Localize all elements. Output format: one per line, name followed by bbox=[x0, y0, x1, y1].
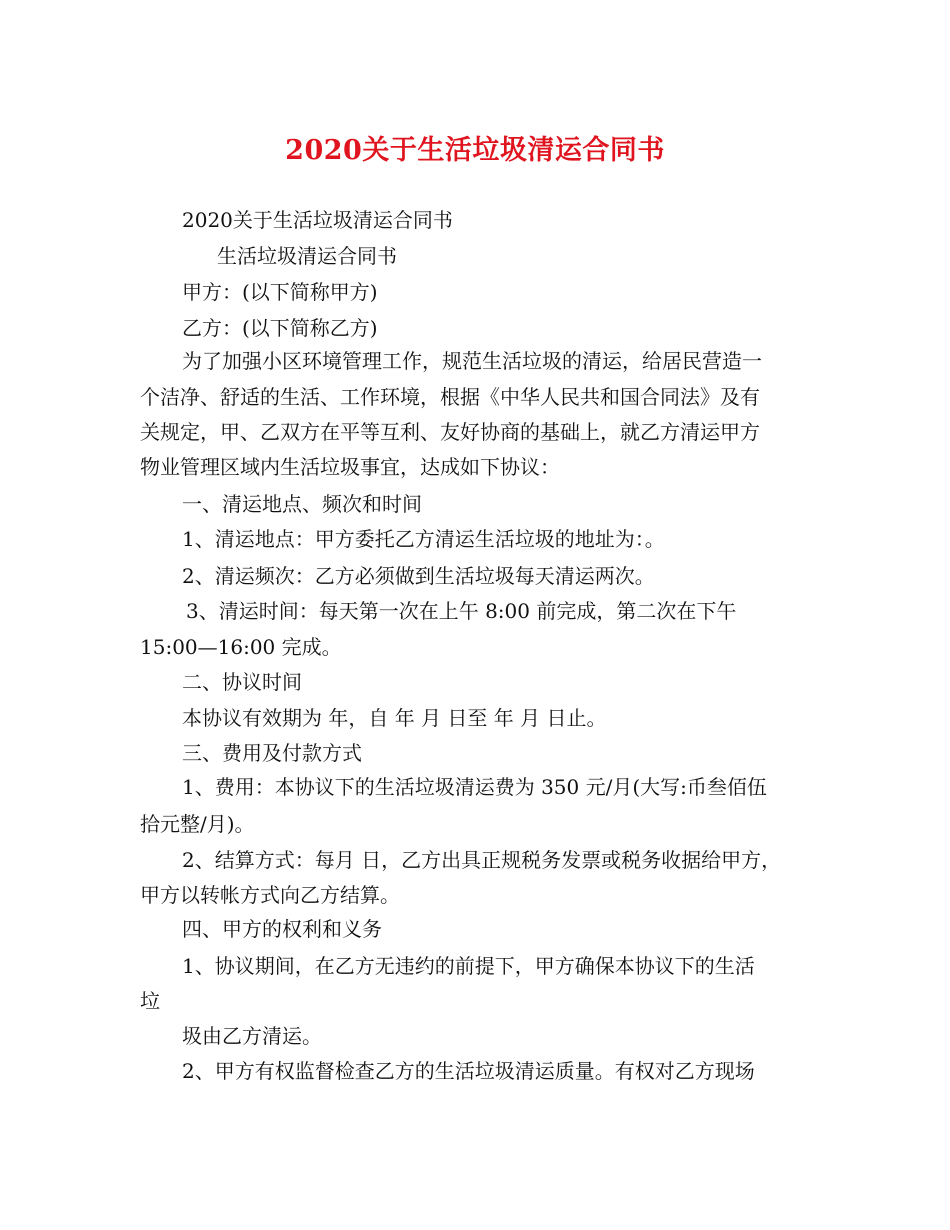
paragraph-line: 关规定，甲、乙双方在平等互利、友好协商的基础上，就乙方清运甲方 bbox=[140, 420, 760, 444]
paragraph-line: 本协议有效期为 年，自 年 月 日至 年 月 日止。 bbox=[182, 706, 607, 730]
paragraph-line: 圾由乙方清运。 bbox=[182, 1024, 322, 1048]
paragraph-line: 为了加强小区环境管理工作，规范生活垃圾的清运，给居民营造一 bbox=[182, 349, 762, 373]
paragraph-line: 拾元整/月)。 bbox=[140, 812, 255, 836]
section-heading: 二、协议时间 bbox=[182, 670, 302, 694]
paragraph-line: 1、费用：本协议下的生活垃圾清运费为 350 元/月(大写:币叁佰伍 bbox=[182, 775, 767, 799]
paragraph-line: 3、清运时间：每天第一次在上午 8:00 前完成，第二次在下午 bbox=[186, 599, 737, 623]
paragraph-line: 生活垃圾清运合同书 bbox=[217, 244, 397, 268]
paragraph-line: 个洁净、舒适的生活、工作环境，根据《中华人民共和国合同法》及有 bbox=[140, 385, 760, 409]
paragraph-line: 2、清运频次：乙方必须做到生活垃圾每天清运两次。 bbox=[182, 564, 655, 588]
paragraph-line: 2、甲方有权监督检查乙方的生活垃圾清运质量。有权对乙方现场 bbox=[182, 1059, 755, 1083]
paragraph-line: 甲方：(以下简称甲方) bbox=[182, 280, 378, 304]
paragraph-line: 垃 bbox=[140, 989, 160, 1013]
section-heading: 四、甲方的权利和义务 bbox=[182, 917, 382, 941]
paragraph-line: 物业管理区域内生活垃圾事宜，达成如下协议： bbox=[140, 455, 560, 479]
document-title: 2020关于生活垃圾清运合同书 bbox=[285, 135, 665, 166]
paragraph-line: 乙方：(以下简称乙方) bbox=[182, 316, 378, 340]
paragraph-line: 甲方以转帐方式向乙方结算。 bbox=[140, 883, 400, 907]
paragraph-line: 2020关于生活垃圾清运合同书 bbox=[182, 208, 453, 232]
section-heading: 一、清运地点、频次和时间 bbox=[182, 492, 422, 516]
paragraph-line: 15:00—16:00 完成。 bbox=[140, 635, 342, 659]
paragraph-line: 1、清运地点：甲方委托乙方清运生活垃圾的地址为：。 bbox=[182, 527, 665, 551]
section-heading: 三、费用及付款方式 bbox=[182, 741, 362, 765]
paragraph-line: 1、协议期间，在乙方无违约的前提下，甲方确保本协议下的生活 bbox=[182, 954, 755, 978]
paragraph-line: 2、结算方式：每月 日，乙方出具正规税务发票或税务收据给甲方， bbox=[182, 848, 782, 872]
